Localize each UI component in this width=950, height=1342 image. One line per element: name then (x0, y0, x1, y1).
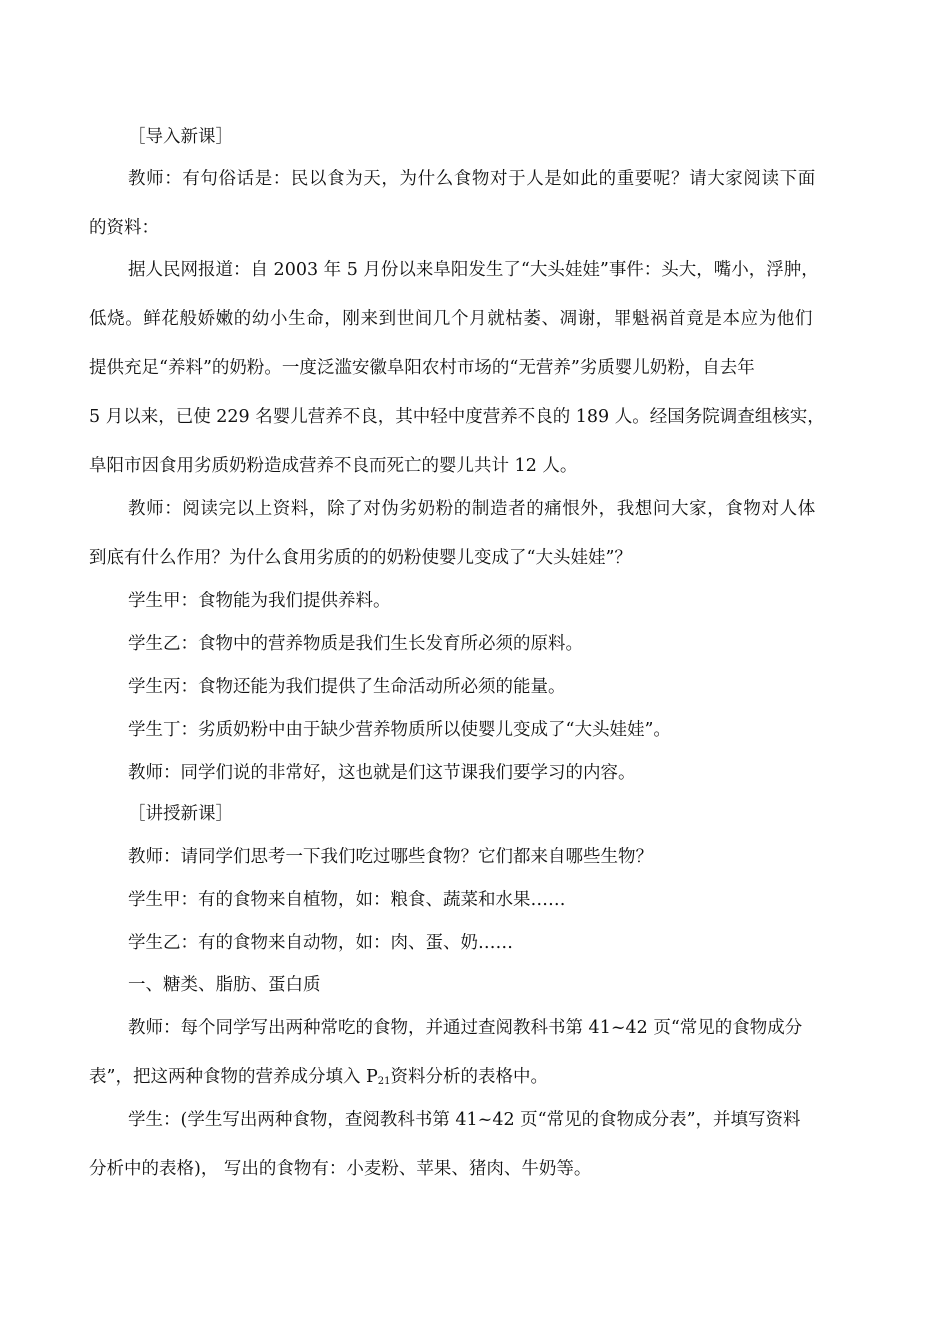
paragraph-line: 提供充足“养料”的奶粉。一度泛滥安徽阜阳农村市场的“无营养”劣质婴儿奶粉，自去年 (89, 358, 755, 378)
subheading: 一、糖类、脂肪、蛋白质 (128, 975, 321, 995)
section-heading-intro: ［导入新课］ (128, 127, 233, 147)
page-subscript: 21 (377, 1076, 391, 1087)
section-heading-teaching: ［讲授新课］ (128, 804, 233, 824)
paragraph-line: 分析中的表格)， 写出的食物有：小麦粉、苹果、猪肉、牛奶等。 (89, 1159, 592, 1179)
paragraph-line: 教师：阅读完以上资料，除了对伪劣奶粉的制造者的痛恨外，我想问大家，食物对人体 (128, 499, 816, 519)
paragraph-line: 到底有什么作用？为什么食用劣质的的奶粉使婴儿变成了“大头娃娃”？ (89, 548, 632, 568)
dialogue-line: 教师：请同学们思考一下我们吃过哪些食物？它们都来自哪些生物？ (128, 847, 653, 867)
dialogue-line: 学生甲：食物能为我们提供养料。 (128, 591, 391, 611)
paragraph-line: 的资料： (89, 218, 159, 238)
paragraph-line: 低烧。鲜花般娇嫩的幼小生命，刚来到世间几个月就枯萎、凋谢，罪魁祸首竟是本应为他们 (89, 309, 813, 329)
dialogue-line: 学生丁：劣质奶粉中由于缺少营养物质所以使婴儿变成了“大头娃娃”。 (128, 720, 671, 740)
dialogue-line: 学生甲：有的食物来自植物，如：粮食、蔬菜和水果…… (128, 890, 566, 910)
dialogue-line: 学生乙：食物中的营养物质是我们生长发育所必须的原料。 (128, 634, 583, 654)
paragraph-line: 5 月以来，已使 229 名婴儿营养不良，其中轻中度营养不良的 189 人。经国务院调查组核实， (89, 407, 825, 427)
dialogue-line: 学生丙：食物还能为我们提供了生命活动所必须的能量。 (128, 677, 566, 697)
dialogue-line: 学生乙：有的食物来自动物，如：肉、蛋、奶…… (128, 933, 513, 953)
paragraph-line-with-subscript (89, 1065, 548, 1094)
paragraph-line: 教师：有句俗话是：民以食为天，为什么食物对于人是如此的重要呢？请大家阅读下面 (128, 169, 816, 189)
paragraph-line: 阜阳市因食用劣质奶粉造成营养不良而死亡的婴儿共计 12 人。 (89, 456, 578, 476)
paragraph-line: 据人民网报道：自 2003 年 5 月份以来阜阳发生了“大头娃娃”事件：头大，嘴小，浮肿， (128, 260, 819, 280)
paragraph-text: 资料分析的表格中。 (390, 1067, 549, 1087)
dialogue-line: 教师：同学们说的非常好，这也就是们这节课我们要学习的内容。 (128, 763, 636, 783)
paragraph-line: 教师：每个同学写出两种常吃的食物，并通过查阅教科书第 41~42 页“常见的食物成分 (128, 1018, 803, 1038)
paragraph-line: 学生：(学生写出两种食物，查阅教科书第 41~42 页“常见的食物成分表”，并填写资料 (128, 1110, 801, 1130)
paragraph-text: 表”，把这两种食物的营养成分填入 P (89, 1067, 378, 1087)
